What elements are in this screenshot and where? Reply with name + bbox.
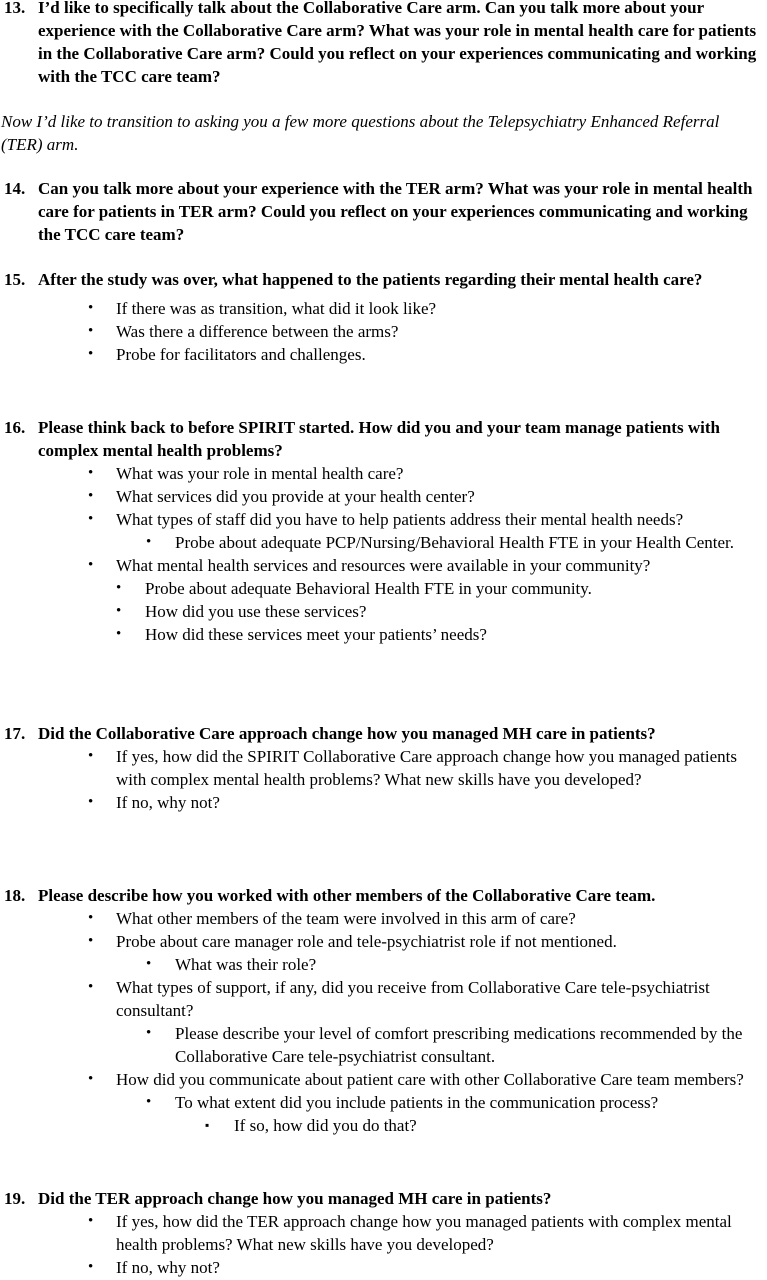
question-number: 17. — [4, 724, 26, 743]
bullet-icon: • — [88, 557, 94, 573]
question-18 — [4, 884, 762, 1137]
square-bullet-icon: ▪ — [205, 1118, 210, 1132]
question-number: 19. — [4, 1189, 26, 1208]
list-item: • If there was as transition, what did it look like? — [88, 299, 437, 318]
list-item: • If no, why not? — [88, 793, 220, 812]
question-14 — [4, 177, 762, 246]
transition-intro: Now I’d like to transition to asking you a few more questions about the Telepsychiatry Enhanced Referral (TER) arm. — [1, 112, 720, 154]
question-text: Did the Collaborative Care approach change how you managed MH care in patients? — [38, 724, 656, 743]
bullet-icon: • — [88, 511, 94, 527]
list-item: • What other members of the team were involved in this arm of care? — [88, 909, 576, 928]
list-item: • What types of staff did you have to help patients address their mental health needs? — [88, 510, 684, 529]
bullet-icon: • — [88, 748, 94, 764]
bullet-icon: • — [88, 910, 94, 926]
bullet-icon: • — [88, 794, 94, 810]
question-text: After the study was over, what happened to the patients regarding their mental health care? — [38, 270, 703, 289]
list-item: • Probe for facilitators and challenges. — [88, 345, 366, 364]
list-item: • If yes, how did the SPIRIT Collaborative Care approach change how you managed patients with complex mental health problems? What new skills have you developed? — [88, 747, 737, 789]
list-item: • To what extent did you include patients in the communication process? — [146, 1093, 659, 1112]
list-item: • Probe about adequate Behavioral Health FTE in your community. — [116, 579, 592, 598]
question-number: 14. — [4, 179, 26, 198]
bullet-icon: • — [88, 1259, 94, 1275]
question-19 — [4, 1187, 762, 1279]
list-item: • Probe about care manager role and tele-psychiatrist role if not mentioned. — [88, 932, 617, 951]
list-item: • If yes, how did the TER approach change how you managed patients with complex mental health problems? What new skills have you developed? — [88, 1212, 732, 1254]
list-item: • What was your role in mental health care? — [88, 464, 404, 483]
bullet-icon: • — [88, 300, 94, 316]
bullet-icon: • — [88, 933, 94, 949]
question-text: Please describe how you worked with other members of the Collaborative Care team. — [38, 886, 656, 905]
list-item: • How did you use these services? — [116, 602, 367, 621]
list-item: • Probe about adequate PCP/Nursing/Behavioral Health FTE in your Health Center. — [146, 533, 734, 552]
bullet-icon: • — [146, 1025, 152, 1041]
bullet-icon: • — [146, 956, 152, 972]
bullet-icon: • — [88, 979, 94, 995]
question-15 — [4, 268, 762, 366]
bullet-icon: • — [88, 1213, 94, 1229]
bullet-icon: • — [88, 1071, 94, 1087]
question-number: 16. — [4, 418, 26, 437]
bullet-icon: • — [146, 1094, 152, 1110]
question-number: 15. — [4, 270, 26, 289]
bullet-icon: • — [88, 346, 94, 362]
list-item: • Please describe your level of comfort prescribing medications recommended by the Collaborative Care tele-psychiatrist consultant. — [146, 1024, 743, 1066]
bullet-icon: • — [88, 323, 94, 339]
question-16 — [4, 416, 762, 646]
bullet-icon: • — [116, 603, 122, 619]
question-text: I’d like to specifically talk about the Collaborative Care arm. Can you talk more about your experience with the Collaborative Care arm? What was your role in mental health care for patients in the Collaborative Care arm? Could you reflect on your experiences communicating and working with the TCC care team? — [38, 0, 757, 86]
list-item: • How did these services meet your patients’ needs? — [116, 625, 487, 644]
list-item: • Was there a difference between the arms? — [88, 322, 399, 341]
question-13 — [4, 0, 762, 88]
bullet-icon: • — [88, 488, 94, 504]
list-item: • How did you communicate about patient care with other Collaborative Care team members? — [88, 1070, 744, 1089]
bullet-icon: • — [116, 580, 122, 596]
question-17 — [4, 722, 762, 814]
question-text: Please think back to before SPIRIT started. How did you and your team manage patients with complex mental health problems? — [38, 418, 720, 460]
bullet-icon: • — [88, 465, 94, 481]
list-item: • What services did you provide at your health center? — [88, 487, 475, 506]
question-text: Can you talk more about your experience with the TER arm? What was your role in mental health care for patients in TER arm? Could you reflect on your experiences communicating and working the TCC care team? — [38, 179, 753, 244]
bullet-icon: • — [116, 626, 122, 642]
bullet-icon: • — [146, 534, 152, 550]
list-item: ▪ If so, how did you do that? — [205, 1116, 417, 1135]
list-item: • What was their role? — [146, 955, 317, 974]
list-item: • What types of support, if any, did you receive from Collaborative Care tele-psychiatrist consultant? — [88, 978, 710, 1020]
list-item: • If no, why not? — [88, 1258, 220, 1277]
question-number: 13. — [4, 0, 26, 17]
question-text: Did the TER approach change how you managed MH care in patients? — [38, 1189, 552, 1208]
question-number: 18. — [4, 886, 26, 905]
list-item: • What mental health services and resources were available in your community? — [88, 556, 651, 575]
